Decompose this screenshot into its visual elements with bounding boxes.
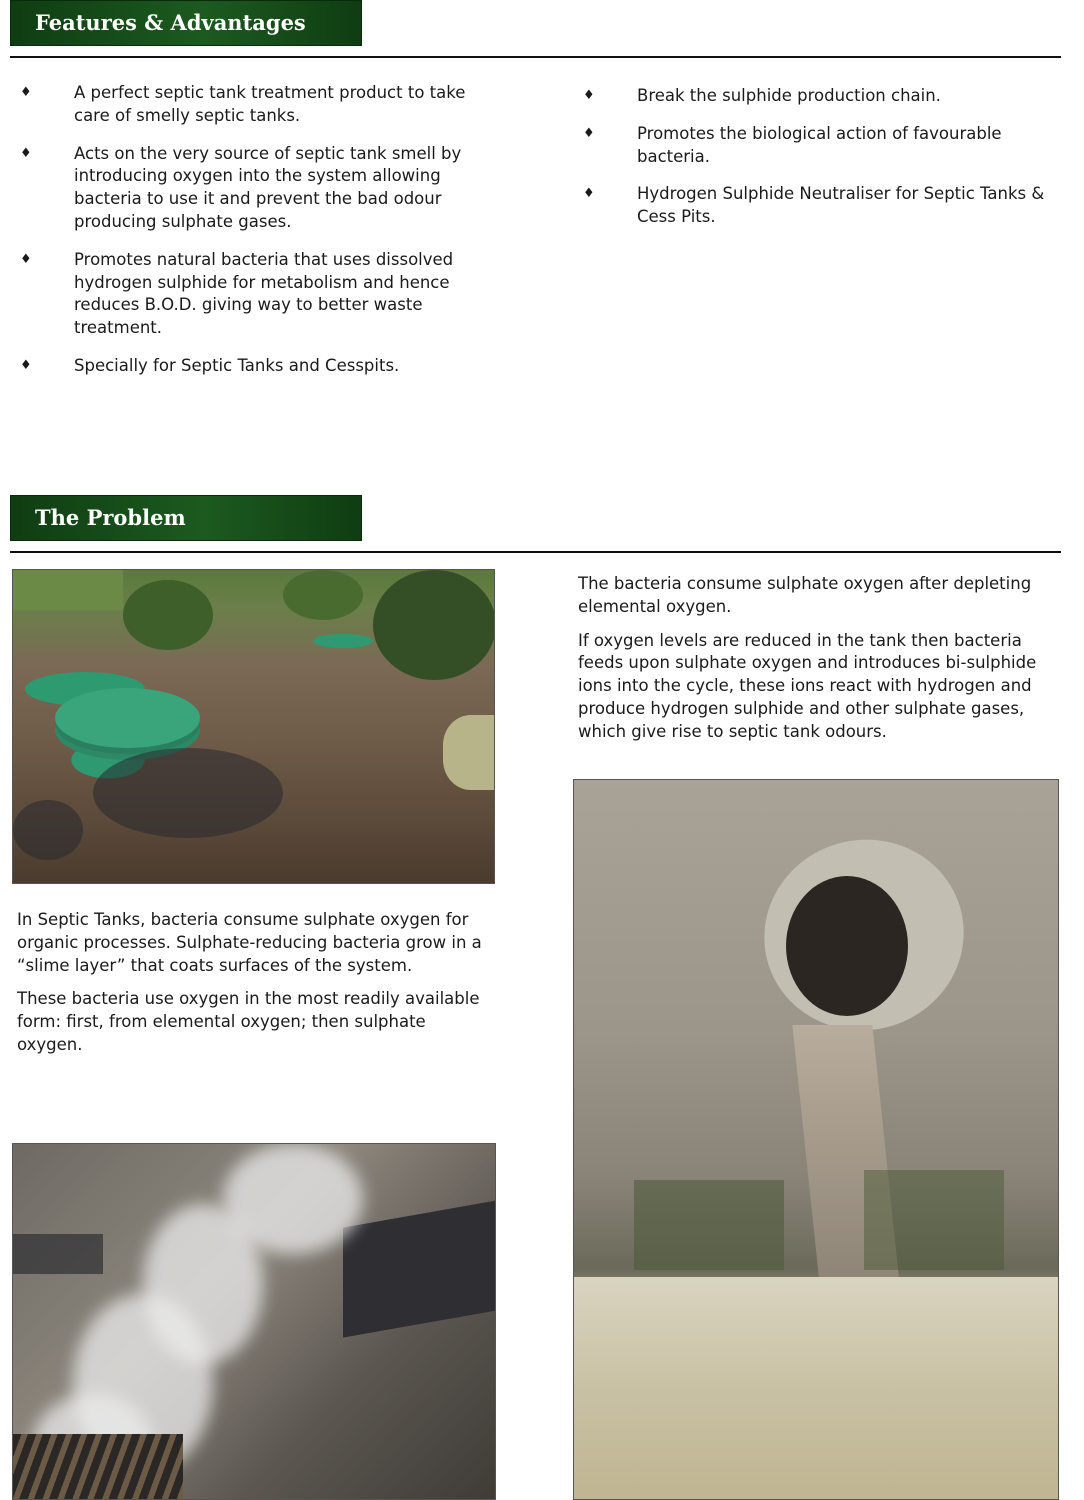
section-divider [10,56,1061,58]
problem-heading: The Problem [10,495,362,541]
problem-right-text [578,573,1058,755]
paragraph: The bacteria consume sulphate oxygen after depleting elemental oxygen. [578,574,1032,616]
diamond-bullet-icon: ♦ [20,85,32,100]
features-left-list [14,82,504,393]
steaming-drain-photo [12,1143,496,1500]
list-item: ♦ Hydrogen Sulphide Neutraliser for Septic Tanks & Cess Pits. [583,184,1045,227]
section-divider [10,551,1061,553]
sewage-outfall-pipe-photo [573,779,1059,1500]
diamond-bullet-icon: ♦ [583,88,595,103]
problem-left-text [17,909,487,1068]
diamond-bullet-icon: ♦ [20,145,32,161]
features-heading: Features & Advantages [10,0,362,46]
list-item: ♦ Promotes the biological action of favourable bacteria. [583,123,1002,166]
septic-tank-photo [12,569,495,884]
paragraph: These bacteria use oxygen in the most readily available form: first, from elemental oxygen; then sulphate oxygen. [17,989,480,1054]
list-item: ♦ Promotes natural bacteria that uses dissolved hydrogen sulphide for metabolism and hence reduces B.O.D. giving way to better waste treatment. [20,249,454,338]
diamond-bullet-icon: ♦ [583,186,595,202]
list-item: ♦ Acts on the very source of septic tank smell by introducing oxygen into the system allowing bacteria to use it and prevent the bad odour producing sulphate gases. [20,143,462,231]
list-item: ♦ A perfect septic tank treatment product to take care of smelly septic tanks. [20,83,466,125]
features-right-list [577,85,1047,244]
paragraph: If oxygen levels are reduced in the tank then bacteria feeds upon sulphate oxygen and introduces bi-sulphide ions into the cycle, these ions react with hydrogen and produce hydrogen sulphide and other sulphate gases, which give rise to septic tank odours. [578,630,1037,741]
paragraph: In Septic Tanks, bacteria consume sulphate oxygen for organic processes. Sulphate-reducing bacteria grow in a “slime layer” that coats surfaces of the system. [17,910,482,975]
list-item: ♦ Break the sulphide production chain. [577,85,1047,108]
diamond-bullet-icon: ♦ [20,357,32,373]
diamond-bullet-icon: ♦ [20,251,32,267]
diamond-bullet-icon: ♦ [583,125,595,141]
list-item: ♦ Specially for Septic Tanks and Cesspits. [14,355,504,378]
